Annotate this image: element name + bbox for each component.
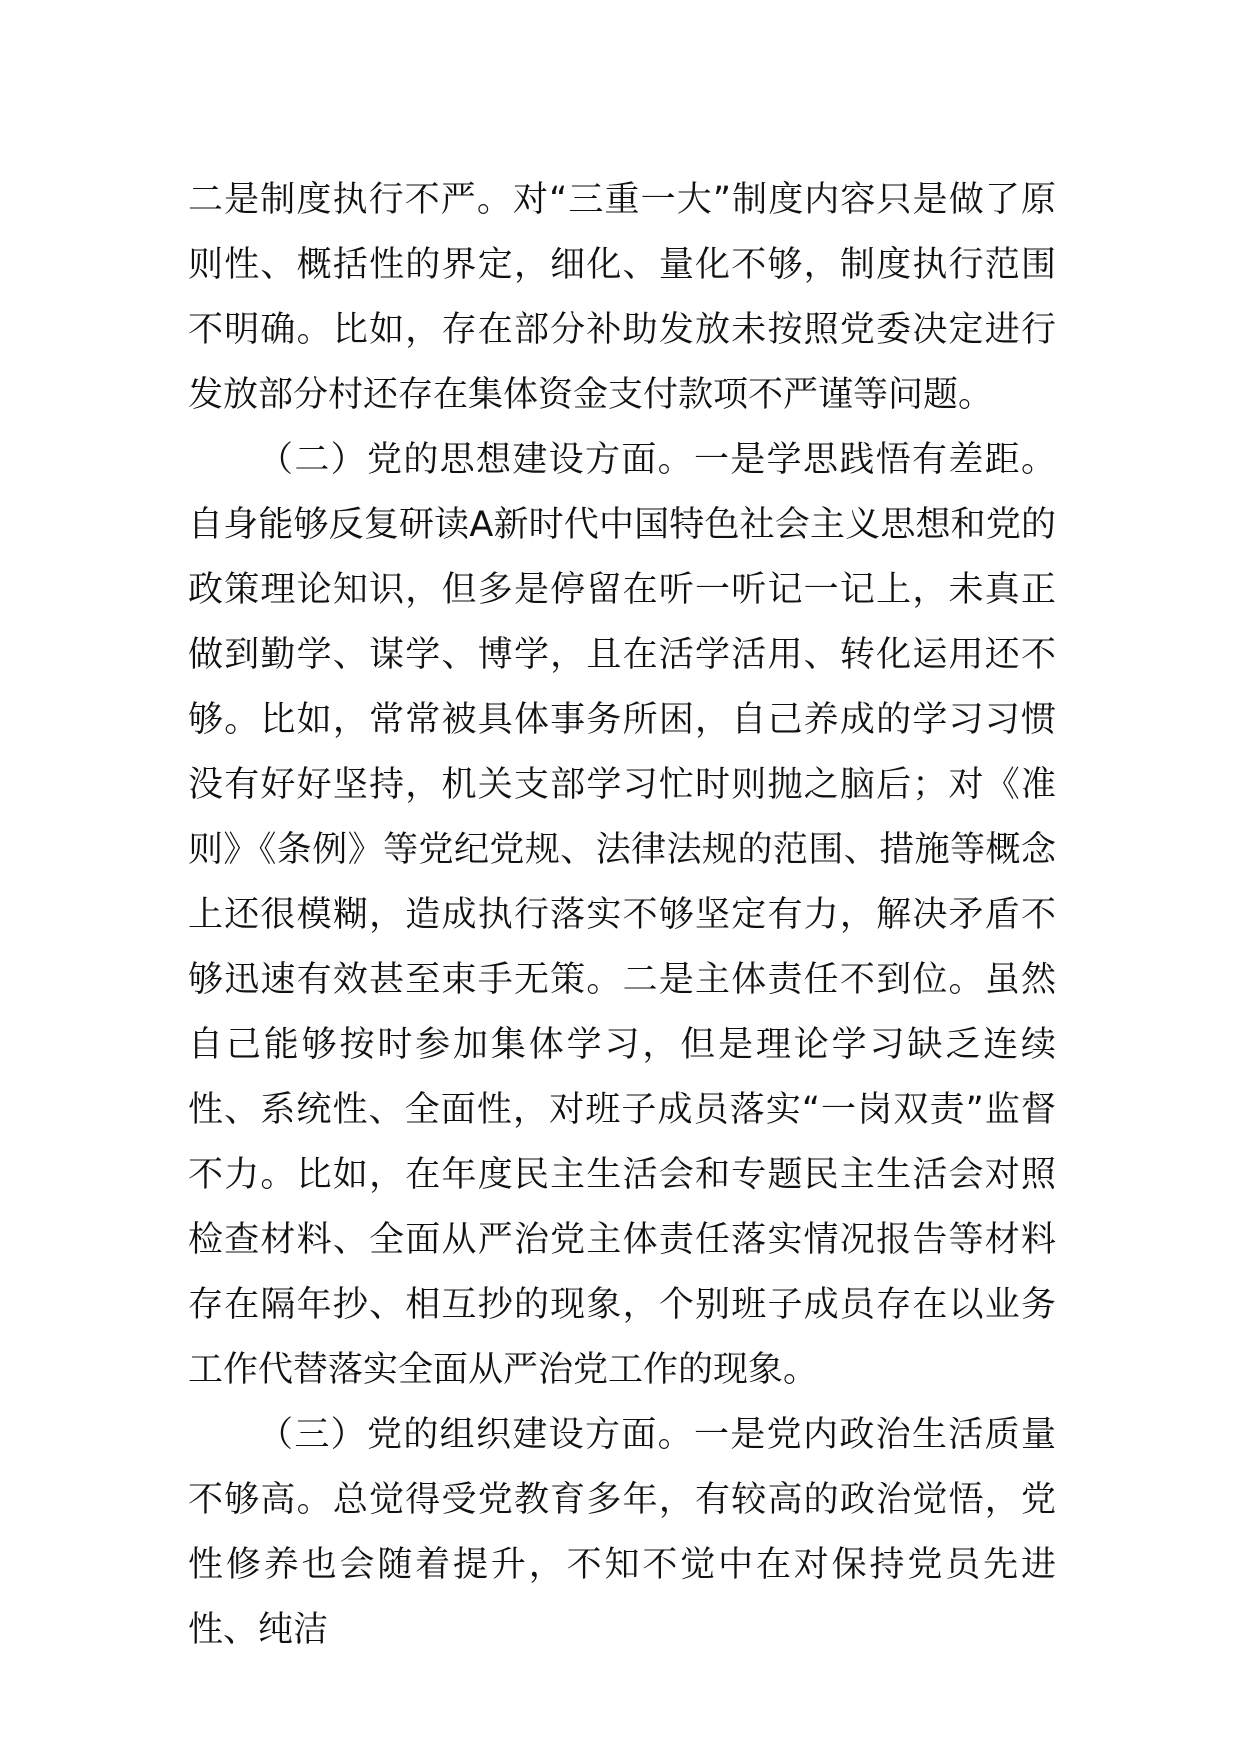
paragraph-system-execution: 二是制度执行不严。对“三重一大”制度内容只是做了原则性、概括性的界定，细化、量化不够，制度执行范围不明确。比如，存在部分补助发放未按照党委决定进行发放部分村还存在集体资金支付款项不严谨等问题。 [188, 180, 1056, 415]
document-body [188, 168, 1056, 1663]
paragraph-organizational-construction: （三）党的组织建设方面。一是党内政治生活质量不够高。总觉得受党教育多年，有较高的政治觉悟，党性修养也会随着提升，不知不觉中在对保持党员先进性、纯洁 [188, 1415, 1056, 1650]
paragraph-ideological-construction: （二）党的思想建设方面。一是学思践悟有差距。自身能够反复研读A新时代中国特色社会主义思想和党的政策理论知识，但多是停留在听一听记一记上，未真正做到勤学、谋学、博学，且在活学活用、转化运用还不够。比如，常常被具体事务所困，自己养成的学习习惯没有好好坚持，机关支部学习忙时则抛之脑后；对《准则》《条例》等党纪党规、法律法规的范围、措施等概念上还很模糊，造成执行落实不够坚定有力，解决矛盾不够迅速有效甚至束手无策。二是主体责任不到位。虽然自己能够按时参加集体学习，但是理论学习缺乏连续性、系统性、全面性，对班子成员落实“一岗双责”监督不力。比如，在年度民主生活会和专题民主生活会对照检查材料、全面从严治党主体责任落实情况报告等材料存在隔年抄、相互抄的现象，个别班子成员存在以业务工作代替落实全面从严治党工作的现象。 [188, 440, 1056, 1390]
